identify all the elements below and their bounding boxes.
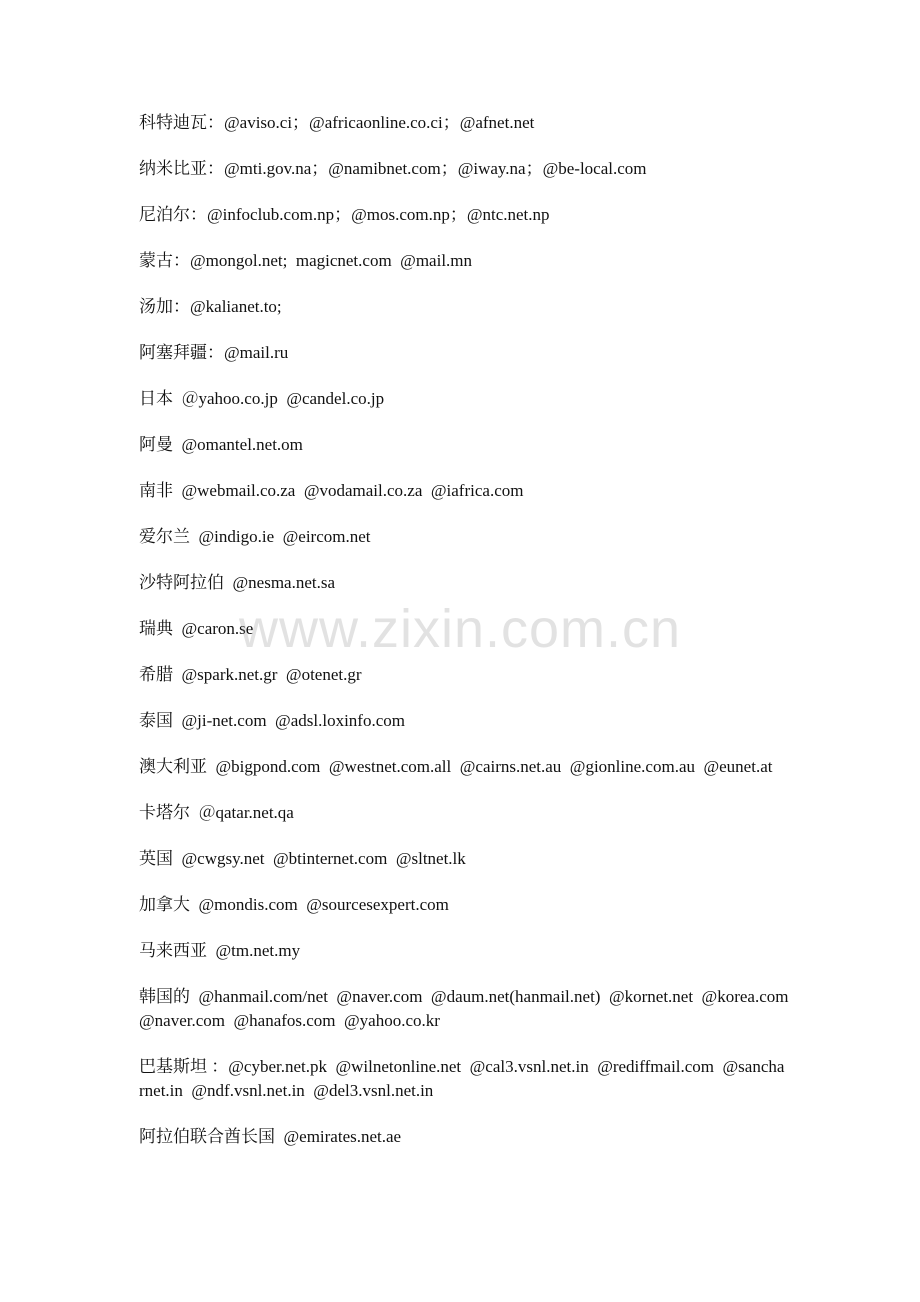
list-item — [139, 847, 789, 871]
email-domains: @bigpond.com @westnet.com.all @cairns.net.au @gionline.com.au @eunet.at — [207, 757, 773, 776]
list-item — [139, 893, 789, 917]
email-domains: ＠qatar.net.qa — [190, 803, 294, 822]
list-item — [139, 203, 789, 227]
country-name: 阿拉伯联合酋长国 — [139, 1127, 275, 1146]
list-item — [139, 709, 789, 733]
email-domains: @ji-net.com @adsl.loxinfo.com — [173, 711, 405, 730]
country-name: 卡塔尔 — [139, 803, 190, 822]
email-domains: ：@mti.gov.na；@namibnet.com；@iway.na；@be-local.com — [207, 159, 647, 178]
email-domains: @hanmail.com/net @naver.com @daum.net(hanmail.net) @kornet.net @korea.com @naver.com @hanafos.com @yahoo.co.kr — [139, 987, 797, 1030]
country-name: 尼泊尔 — [139, 205, 190, 224]
list-item — [139, 479, 789, 503]
list-item — [139, 939, 789, 963]
list-item — [139, 1125, 789, 1149]
list-item — [139, 571, 789, 595]
country-name: 巴基斯坦 — [139, 1057, 207, 1076]
email-domains: ：@mongol.net; magicnet.com @mail.mn — [173, 251, 473, 270]
list-item — [139, 617, 789, 641]
list-item — [139, 295, 789, 319]
email-domains: ：@mail.ru — [207, 343, 289, 362]
email-domains: @indigo.ie @eircom.net — [190, 527, 371, 546]
document-body — [139, 111, 797, 1171]
country-name: 科特迪瓦 — [139, 113, 207, 132]
country-name: 阿曼 — [139, 435, 173, 454]
list-item — [139, 985, 797, 1033]
country-name: 纳米比亚 — [139, 159, 207, 178]
watermark: www.zixin.com.cn — [238, 599, 682, 659]
country-name: 南非 — [139, 481, 173, 500]
list-item — [139, 387, 789, 411]
email-domains: @webmail.co.za @vodamail.co.za @iafrica.com — [173, 481, 524, 500]
country-name: 瑞典 — [139, 619, 173, 638]
country-name: 希腊 — [139, 665, 173, 684]
email-domains: @omantel.net.om — [173, 435, 303, 454]
email-domains: @tm.net.my — [207, 941, 301, 960]
country-name: 沙特阿拉伯 — [139, 573, 224, 592]
email-domains: ：@aviso.ci；@africaonline.co.ci；@afnet.net — [207, 113, 535, 132]
email-domains: ：@cyber.net.pk @wilnetonline.net @cal3.vsnl.net.in @rediffmail.com @sancharnet.in @ndf.vsnl.net.in @del3.vsnl.net.in — [139, 1057, 785, 1100]
email-domains: @emirates.net.ae — [275, 1127, 402, 1146]
country-name: 韩国的 — [139, 987, 190, 1006]
list-item — [139, 433, 789, 457]
country-name: 蒙古 — [139, 251, 173, 270]
email-domains: @nesma.net.sa — [224, 573, 336, 592]
country-name: 爱尔兰 — [139, 527, 190, 546]
country-name: 阿塞拜疆 — [139, 343, 207, 362]
list-item — [139, 663, 789, 687]
country-name: 加拿大 — [139, 895, 190, 914]
country-name: 日本 — [139, 389, 173, 408]
country-name: 澳大利亚 — [139, 757, 207, 776]
list-item — [139, 111, 789, 135]
country-name: 汤加 — [139, 297, 173, 316]
email-domains: @caron.se — [173, 619, 254, 638]
email-domains: ＠yahoo.co.jp @candel.co.jp — [173, 389, 385, 408]
email-domains: ：@infoclub.com.np；@mos.com.np；@ntc.net.np — [190, 205, 550, 224]
list-item — [139, 801, 789, 825]
country-name: 泰国 — [139, 711, 173, 730]
list-item — [139, 1055, 789, 1103]
list-item — [139, 341, 789, 365]
country-name: 英国 — [139, 849, 173, 868]
list-item — [139, 755, 789, 779]
email-domains: @mondis.com @sourcesexpert.com — [190, 895, 449, 914]
email-domains: ：@kalianet.to; — [173, 297, 282, 316]
list-item — [139, 525, 789, 549]
list-item — [139, 157, 789, 181]
email-domains: @spark.net.gr @otenet.gr — [173, 665, 362, 684]
list-item — [139, 249, 789, 273]
email-domains: @cwgsy.net @btinternet.com @sltnet.lk — [173, 849, 466, 868]
country-name: 马来西亚 — [139, 941, 207, 960]
